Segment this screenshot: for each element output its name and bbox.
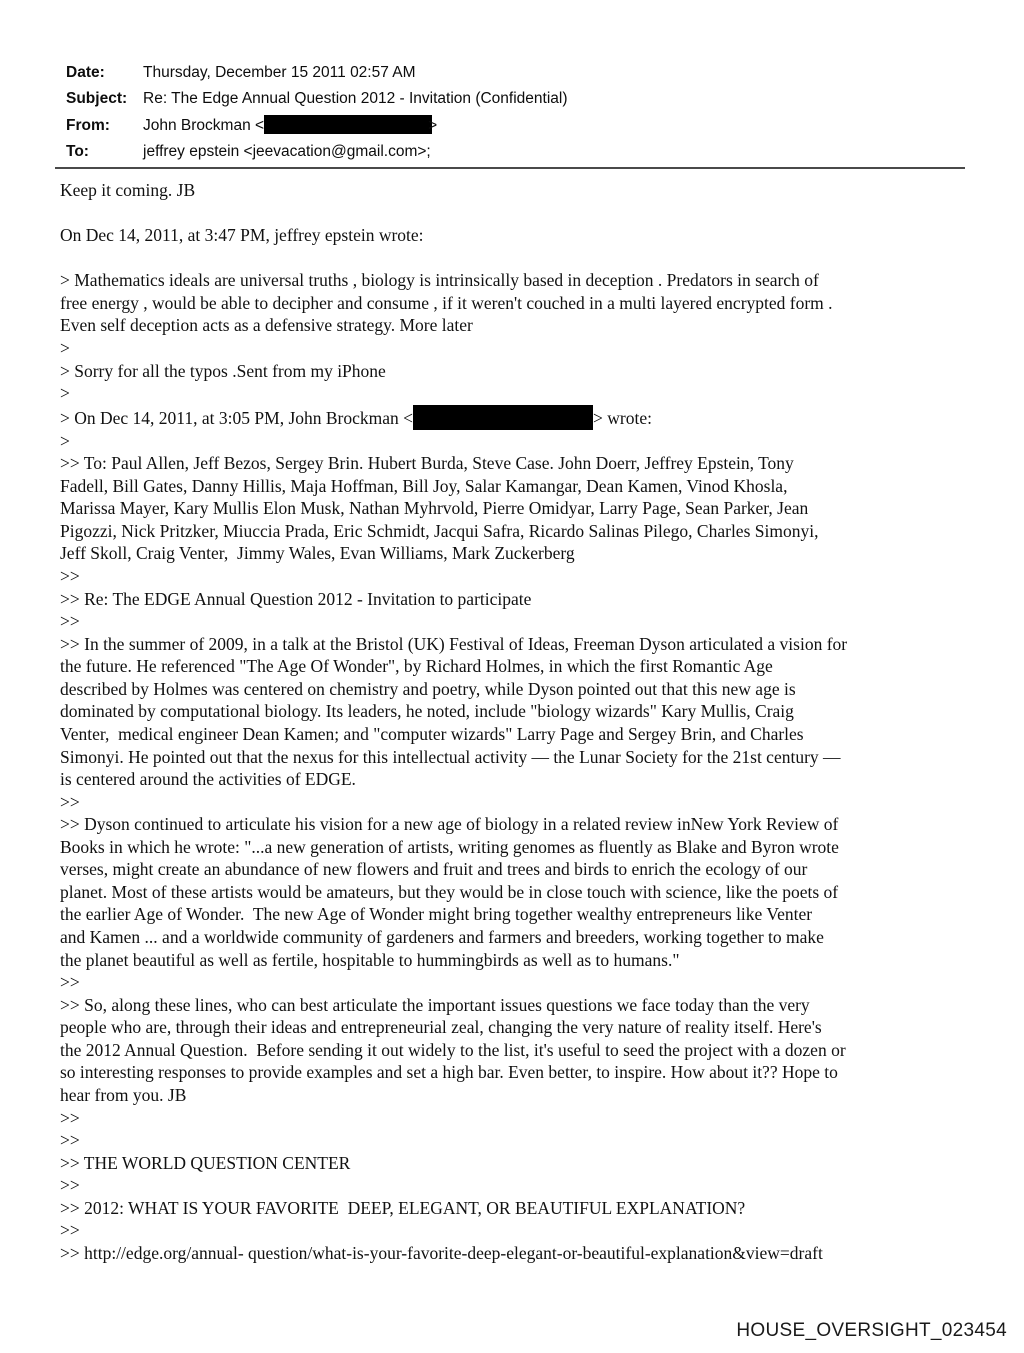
body-line (60, 247, 975, 270)
body-line: Fadell, Bill Gates, Danny Hillis, Maja Hoffman, Bill Joy, Salar Kamangar, Dean Kamen, Vinod Khosla, (60, 475, 788, 496)
date-value: Thursday, December 15 2011 02:57 AM (143, 64, 416, 81)
body-line: On Dec 14, 2011, at 3:47 PM, jeffrey epstein wrote: (60, 225, 424, 246)
body-line: >> http://edge.org/annual- question/what-is-your-favorite-deep-elegant-or-beautiful-explanation&view=draft (60, 1242, 823, 1263)
from-value-prefix: John Brockman < (143, 116, 265, 134)
body-line: is centered around the activities of EDGE. (60, 769, 356, 790)
body-line: >> (60, 1175, 80, 1196)
body-line: Simonyi. He pointed out that the nexus for this intellectual activity — the Lunar Society for the 21st century — (60, 746, 841, 767)
body-line: Jeff Skoll, Craig Venter, Jimmy Wales, Evan Williams, Mark Zuckerberg (60, 543, 575, 564)
body-line: the future. He referenced "The Age Of Wonder", by Richard Holmes, in which the first Romantic Age (60, 656, 773, 677)
to-label: To: (66, 143, 89, 161)
body-line: >> Dyson continued to articulate his vision for a new age of biology in a related review inNew York Review of (60, 814, 839, 835)
body-line: Venter, medical engineer Dean Kamen; and "computer wizards" Larry Page and Sergey Brin, and Charles (60, 723, 804, 744)
body-line: and Kamen ... and a worldwide community of gardeners and farmers and breeders, working together to make (60, 927, 824, 947)
header-row-to (66, 139, 568, 165)
header-row-from (66, 113, 568, 139)
body-line: >> THE WORLD QUESTION CENTER (60, 1152, 351, 1173)
body-line: so interesting responses to provide examples and set a high bar. Even better, to inspire. How about it?? Hope to (60, 1062, 838, 1083)
redaction-bar (264, 115, 432, 134)
redaction-bar (413, 405, 593, 430)
body-line: described by Holmes was centered on chemistry and poetry, while Dyson pointed out that this new age is (60, 678, 796, 699)
body-line: the planet beautiful as well as fertile, hospitable to hummingbirds as well as to humans." (60, 949, 680, 970)
body-line: verses, might create an abundance of new flowers and fruit and trees and birds to enrich the ecology of our (60, 859, 808, 880)
body-line: >> (60, 1130, 80, 1151)
body-line: hear from you. JB (60, 1084, 187, 1105)
body-line: >> (60, 972, 80, 993)
header-row-date (66, 60, 568, 86)
body-line: free energy , would be able to decipher and consume , if it weren't couched in a multi layered encrypted form . (60, 292, 833, 313)
body-line: > (60, 430, 70, 451)
from-label: From: (66, 116, 110, 134)
body-line: >> (60, 1220, 80, 1241)
from-value (143, 113, 437, 139)
header-separator (55, 167, 965, 169)
email-body (60, 179, 975, 1264)
body-line: >> So, along these lines, who can best articulate the important issues questions we face today than the very (60, 994, 810, 1015)
body-line: > On Dec 14, 2011, at 3:05 PM, John Brockman < > wrote: (60, 405, 975, 430)
body-line: Books in which he wrote: "...a new generation of artists, writing genomes as fluently as Blake and Byron wrote (60, 836, 839, 857)
body-line: >> Re: The EDGE Annual Question 2012 - Invitation to participate (60, 588, 532, 609)
body-line: > (60, 337, 70, 358)
bates-number: HOUSE_OVERSIGHT_023454 (736, 1320, 1007, 1341)
body-line: > (60, 383, 70, 404)
body-line: dominated by computational biology. Its leaders, he noted, include "biology wizards" Kary Mullis, Craig (60, 701, 794, 722)
body-line: Marissa Mayer, Kary Mullis Elon Musk, Nathan Myhrvold, Pierre Omidyar, Larry Page, Sean Parker, Jean (60, 498, 809, 519)
body-line: >> (60, 611, 80, 632)
body-line: > Mathematics ideals are universal truths , biology is intrinsically based in deception . Predators in search of (60, 270, 819, 291)
body-line: >> (60, 791, 80, 812)
body-line: Pigozzi, Nick Pritzker, Miuccia Prada, Eric Schmidt, Jacqui Safra, Ricardo Salinas Pilego, Charles Simonyi, (60, 520, 819, 541)
body-line: Keep it coming. JB (60, 180, 196, 200)
body-line: >> 2012: WHAT IS YOUR FAVORITE DEEP, ELEGANT, OR BEAUTIFUL EXPLANATION? (60, 1197, 746, 1218)
email-header (66, 60, 568, 166)
header-row-subject (66, 86, 568, 112)
body-line: >> In the summer of 2009, in a talk at the Bristol (UK) Festival of Ideas, Freeman Dyson articulated a vision for (60, 633, 848, 654)
subject-value: Re: The Edge Annual Question 2012 - Invitation (Confidential) (143, 90, 568, 108)
body-line (60, 202, 975, 225)
body-line: planet. Most of these artists would be amateurs, but they would be in close touch with science, like the poets of (60, 881, 839, 902)
body-line: the earlier Age of Wonder. The new Age of Wonder might bring together wealthy entrepreneurs like Venter (60, 904, 813, 925)
body-line: Even self deception acts as a defensive strategy. More later (60, 315, 473, 336)
body-line: > Sorry for all the typos .Sent from my iPhone (60, 360, 386, 381)
body-line: >> To: Paul Allen, Jeff Bezos, Sergey Brin. Hubert Burda, Steve Case. John Doerr, Jeffrey Epstein, Tony (60, 453, 794, 474)
body-line: >> (60, 1107, 80, 1128)
date-label: Date: (66, 64, 105, 81)
body-line: the 2012 Annual Question. Before sending it out widely to the list, it's useful to seed the project with a dozen or (60, 1039, 846, 1060)
from-value-suffix: > (428, 116, 438, 134)
body-line: people who are, through their ideas and entrepreneurial zeal, changing the very nature of reality itself. Here's (60, 1017, 822, 1038)
body-line: >> (60, 566, 80, 586)
subject-label: Subject: (66, 90, 128, 108)
to-value: jeffrey epstein <jeevacation@gmail.com>; (143, 143, 431, 161)
